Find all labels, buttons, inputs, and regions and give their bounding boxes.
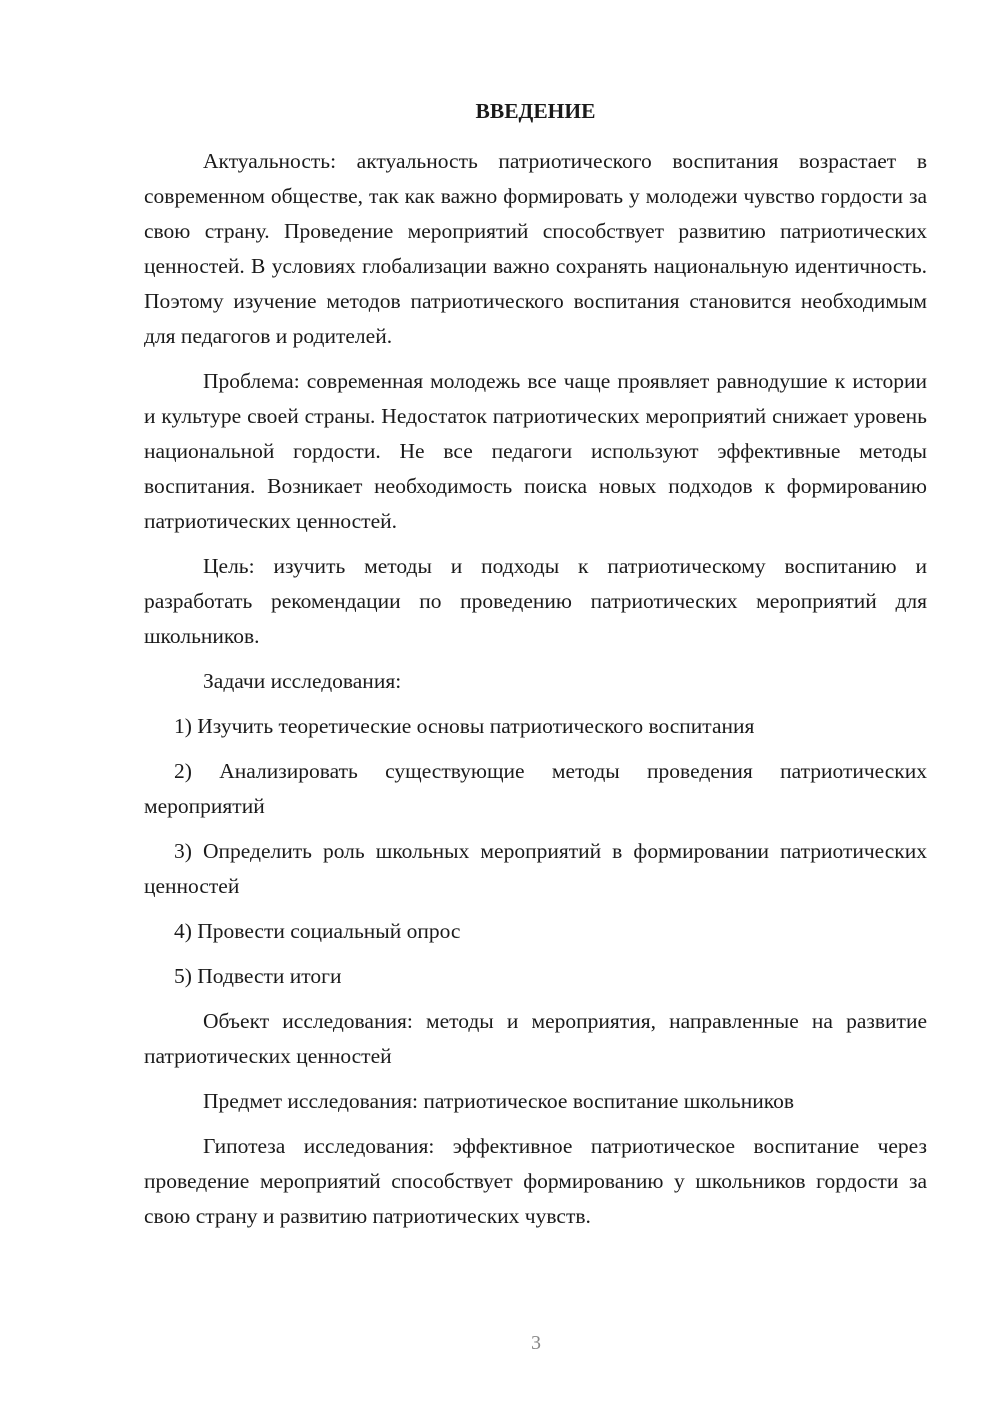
section-title: ВВЕДЕНИЕ — [475, 99, 596, 123]
paragraph-object: Объект исследования: методы и мероприятия, направленные на развитие патриотических ценностей — [144, 1009, 927, 1068]
page-number: 3 — [531, 1332, 541, 1354]
list-item-task-2: 2) Анализировать существующие методы проведения патриотических мероприятий — [144, 759, 927, 818]
paragraph-problem: Проблема: современная молодежь все чаще проявляет равнодушие к истории и культуре своей страны. Недостаток патриотических мероприятий снижает уровень национальной гордости. Не все педагоги используют эффективные методы воспитания. Возникает необходимость поиска новых подходов к формированию патриотических ценностей. — [144, 369, 927, 533]
paragraph-subject: Предмет исследования: патриотическое воспитание школьников — [203, 1089, 794, 1113]
page-content — [144, 96, 927, 1244]
paragraph-goal: Цель: изучить методы и подходы к патриотическому воспитанию и разработать рекомендации по проведению патриотических мероприятий для школьников. — [144, 554, 927, 648]
paragraph-hypothesis: Гипотеза исследования: эффективное патриотическое воспитание через проведение мероприятий способствует формированию у школьников гордости за свою страну и развитию патриотических чувств. — [144, 1134, 927, 1228]
list-item-task-1: 1) Изучить теоретические основы патриотического воспитания — [174, 714, 755, 738]
list-item-task-4: 4) Провести социальный опрос — [174, 919, 461, 943]
list-item-task-3: 3) Определить роль школьных мероприятий в формировании патриотических ценностей — [144, 839, 927, 898]
paragraph-relevance: Актуальность: актуальность патриотического воспитания возрастает в современном обществе, так как важно формировать у молодежи чувство гордости за свою страну. Проведение мероприятий способствует развитию патриотических ценностей. В условиях глобализации важно сохранять национальную идентичность. Поэтому изучение методов патриотического воспитания становится необходимым для педагогов и родителей. — [144, 149, 927, 348]
list-item-task-5: 5) Подвести итоги — [174, 964, 342, 988]
paragraph-tasks-heading: Задачи исследования: — [203, 669, 402, 693]
